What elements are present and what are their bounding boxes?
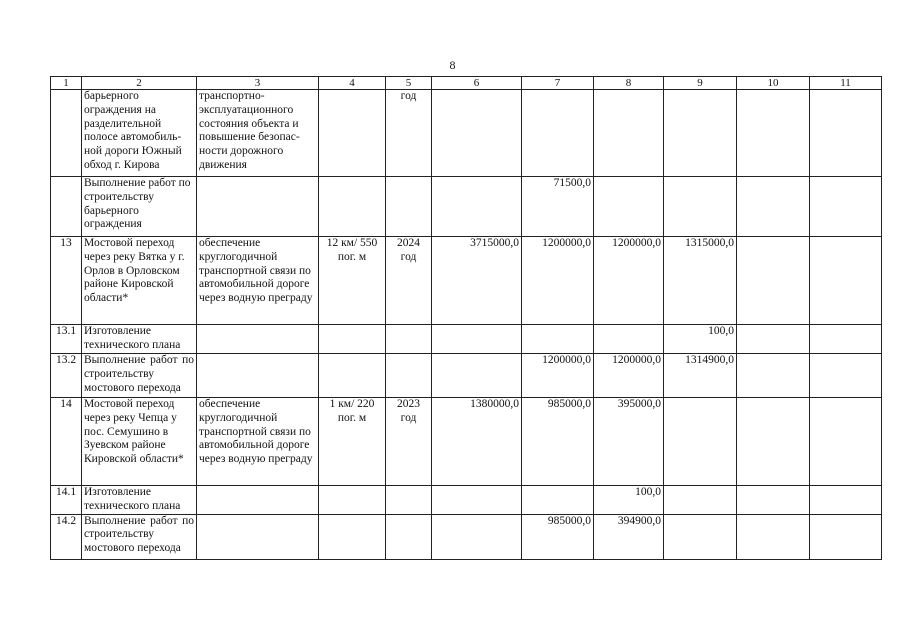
object-name-cell: Выполнение работ по строительству мостового перехода <box>82 514 197 559</box>
year-cell: 2024 год <box>386 237 432 325</box>
value-cell: 1314900,0 <box>664 354 737 398</box>
value-cell <box>737 486 810 515</box>
capacity-cell <box>319 486 386 515</box>
year-cell <box>386 177 432 237</box>
value-cell: 1200000,0 <box>522 237 594 325</box>
year-cell: год <box>386 90 432 177</box>
value-cell: 71500,0 <box>522 177 594 237</box>
value-cell <box>810 486 882 515</box>
value-cell <box>664 514 737 559</box>
value-cell: 394900,0 <box>594 514 664 559</box>
purpose-cell: обеспечение круглогодичной транспортной связи по автомобильной дороге через водную преграду <box>197 237 319 325</box>
row-number-cell: 14.1 <box>51 486 82 515</box>
value-cell: 1315000,0 <box>664 237 737 325</box>
row-number-cell: 14.2 <box>51 514 82 559</box>
year-cell <box>386 325 432 354</box>
value-cell <box>594 325 664 354</box>
column-header: 8 <box>594 77 664 90</box>
value-cell <box>432 486 522 515</box>
column-header: 11 <box>810 77 882 90</box>
value-cell <box>594 90 664 177</box>
value-cell <box>522 486 594 515</box>
table-row <box>51 486 882 515</box>
value-cell <box>810 177 882 237</box>
object-name-cell: Выполнение работ по строительству мостового перехода <box>82 354 197 398</box>
year-cell <box>386 354 432 398</box>
year-cell <box>386 514 432 559</box>
object-name-cell: Выполнение работ по строительству барьерного ограждения <box>82 177 197 237</box>
row-number-cell: 14 <box>51 398 82 486</box>
value-cell: 100,0 <box>664 325 737 354</box>
value-cell <box>432 514 522 559</box>
column-header: 7 <box>522 77 594 90</box>
table-row <box>51 325 882 354</box>
value-cell <box>664 486 737 515</box>
value-cell <box>737 514 810 559</box>
value-cell <box>664 398 737 486</box>
object-name-cell: Мостовой переход через реку Вятка у г. Орлов в Орловском районе Кировской области* <box>82 237 197 325</box>
value-cell <box>522 90 594 177</box>
value-cell: 100,0 <box>594 486 664 515</box>
object-name-cell: барьерного ограждения на разделительной полосе автомобиль-ной дороги Южный обход г. Кирова <box>82 90 197 177</box>
page-number: 8 <box>449 58 456 72</box>
capacity-cell <box>319 325 386 354</box>
capacity-cell <box>319 354 386 398</box>
column-header: 1 <box>51 77 82 90</box>
row-number-cell: 13 <box>51 237 82 325</box>
value-cell <box>664 177 737 237</box>
value-cell <box>810 354 882 398</box>
column-header: 9 <box>664 77 737 90</box>
value-cell <box>810 237 882 325</box>
column-header: 10 <box>737 77 810 90</box>
capacity-cell: 1 км/ 220 пог. м <box>319 398 386 486</box>
row-number-cell <box>51 177 82 237</box>
value-cell <box>664 90 737 177</box>
table-row <box>51 177 882 237</box>
value-cell <box>810 514 882 559</box>
object-name-cell: Изготовление технического плана <box>82 486 197 515</box>
purpose-cell <box>197 514 319 559</box>
object-name-cell: Мостовой переход через реку Чепца у пос. Семушино в Зуевском районе Кировской области* <box>82 398 197 486</box>
value-cell: 1200000,0 <box>594 354 664 398</box>
column-header: 4 <box>319 77 386 90</box>
column-header: 6 <box>432 77 522 90</box>
object-name-cell: Изготовление технического плана <box>82 325 197 354</box>
value-cell <box>432 90 522 177</box>
value-cell <box>737 325 810 354</box>
value-cell <box>810 325 882 354</box>
purpose-cell <box>197 325 319 354</box>
value-cell: 395000,0 <box>594 398 664 486</box>
projects-table <box>50 76 882 560</box>
value-cell <box>737 177 810 237</box>
value-cell <box>737 398 810 486</box>
purpose-cell <box>197 354 319 398</box>
table-row <box>51 398 882 486</box>
purpose-cell <box>197 486 319 515</box>
table-row <box>51 237 882 325</box>
value-cell: 1200000,0 <box>594 237 664 325</box>
row-number-cell <box>51 90 82 177</box>
capacity-cell <box>319 90 386 177</box>
value-cell <box>737 90 810 177</box>
value-cell <box>594 177 664 237</box>
value-cell <box>737 354 810 398</box>
purpose-cell <box>197 177 319 237</box>
value-cell <box>737 237 810 325</box>
value-cell <box>432 177 522 237</box>
column-header: 3 <box>197 77 319 90</box>
value-cell <box>522 325 594 354</box>
value-cell: 985000,0 <box>522 514 594 559</box>
value-cell <box>810 398 882 486</box>
capacity-cell: 12 км/ 550 пог. м <box>319 237 386 325</box>
table-row <box>51 90 882 177</box>
capacity-cell <box>319 514 386 559</box>
column-header: 2 <box>82 77 197 90</box>
purpose-cell: транспортно-эксплуатационного состояния объекта и повышение безопас-ности дорожного движения <box>197 90 319 177</box>
column-number-row <box>51 77 882 90</box>
row-number-cell: 13.2 <box>51 354 82 398</box>
row-number-cell: 13.1 <box>51 325 82 354</box>
value-cell <box>432 325 522 354</box>
table-row <box>51 354 882 398</box>
value-cell: 1380000,0 <box>432 398 522 486</box>
value-cell <box>432 354 522 398</box>
value-cell: 1200000,0 <box>522 354 594 398</box>
year-cell <box>386 486 432 515</box>
value-cell: 3715000,0 <box>432 237 522 325</box>
purpose-cell: обеспечение круглогодичной транспортной связи по автомобильной дороге через водную преграду <box>197 398 319 486</box>
value-cell: 985000,0 <box>522 398 594 486</box>
year-cell: 2023 год <box>386 398 432 486</box>
table-row <box>51 514 882 559</box>
capacity-cell <box>319 177 386 237</box>
column-header: 5 <box>386 77 432 90</box>
value-cell <box>810 90 882 177</box>
